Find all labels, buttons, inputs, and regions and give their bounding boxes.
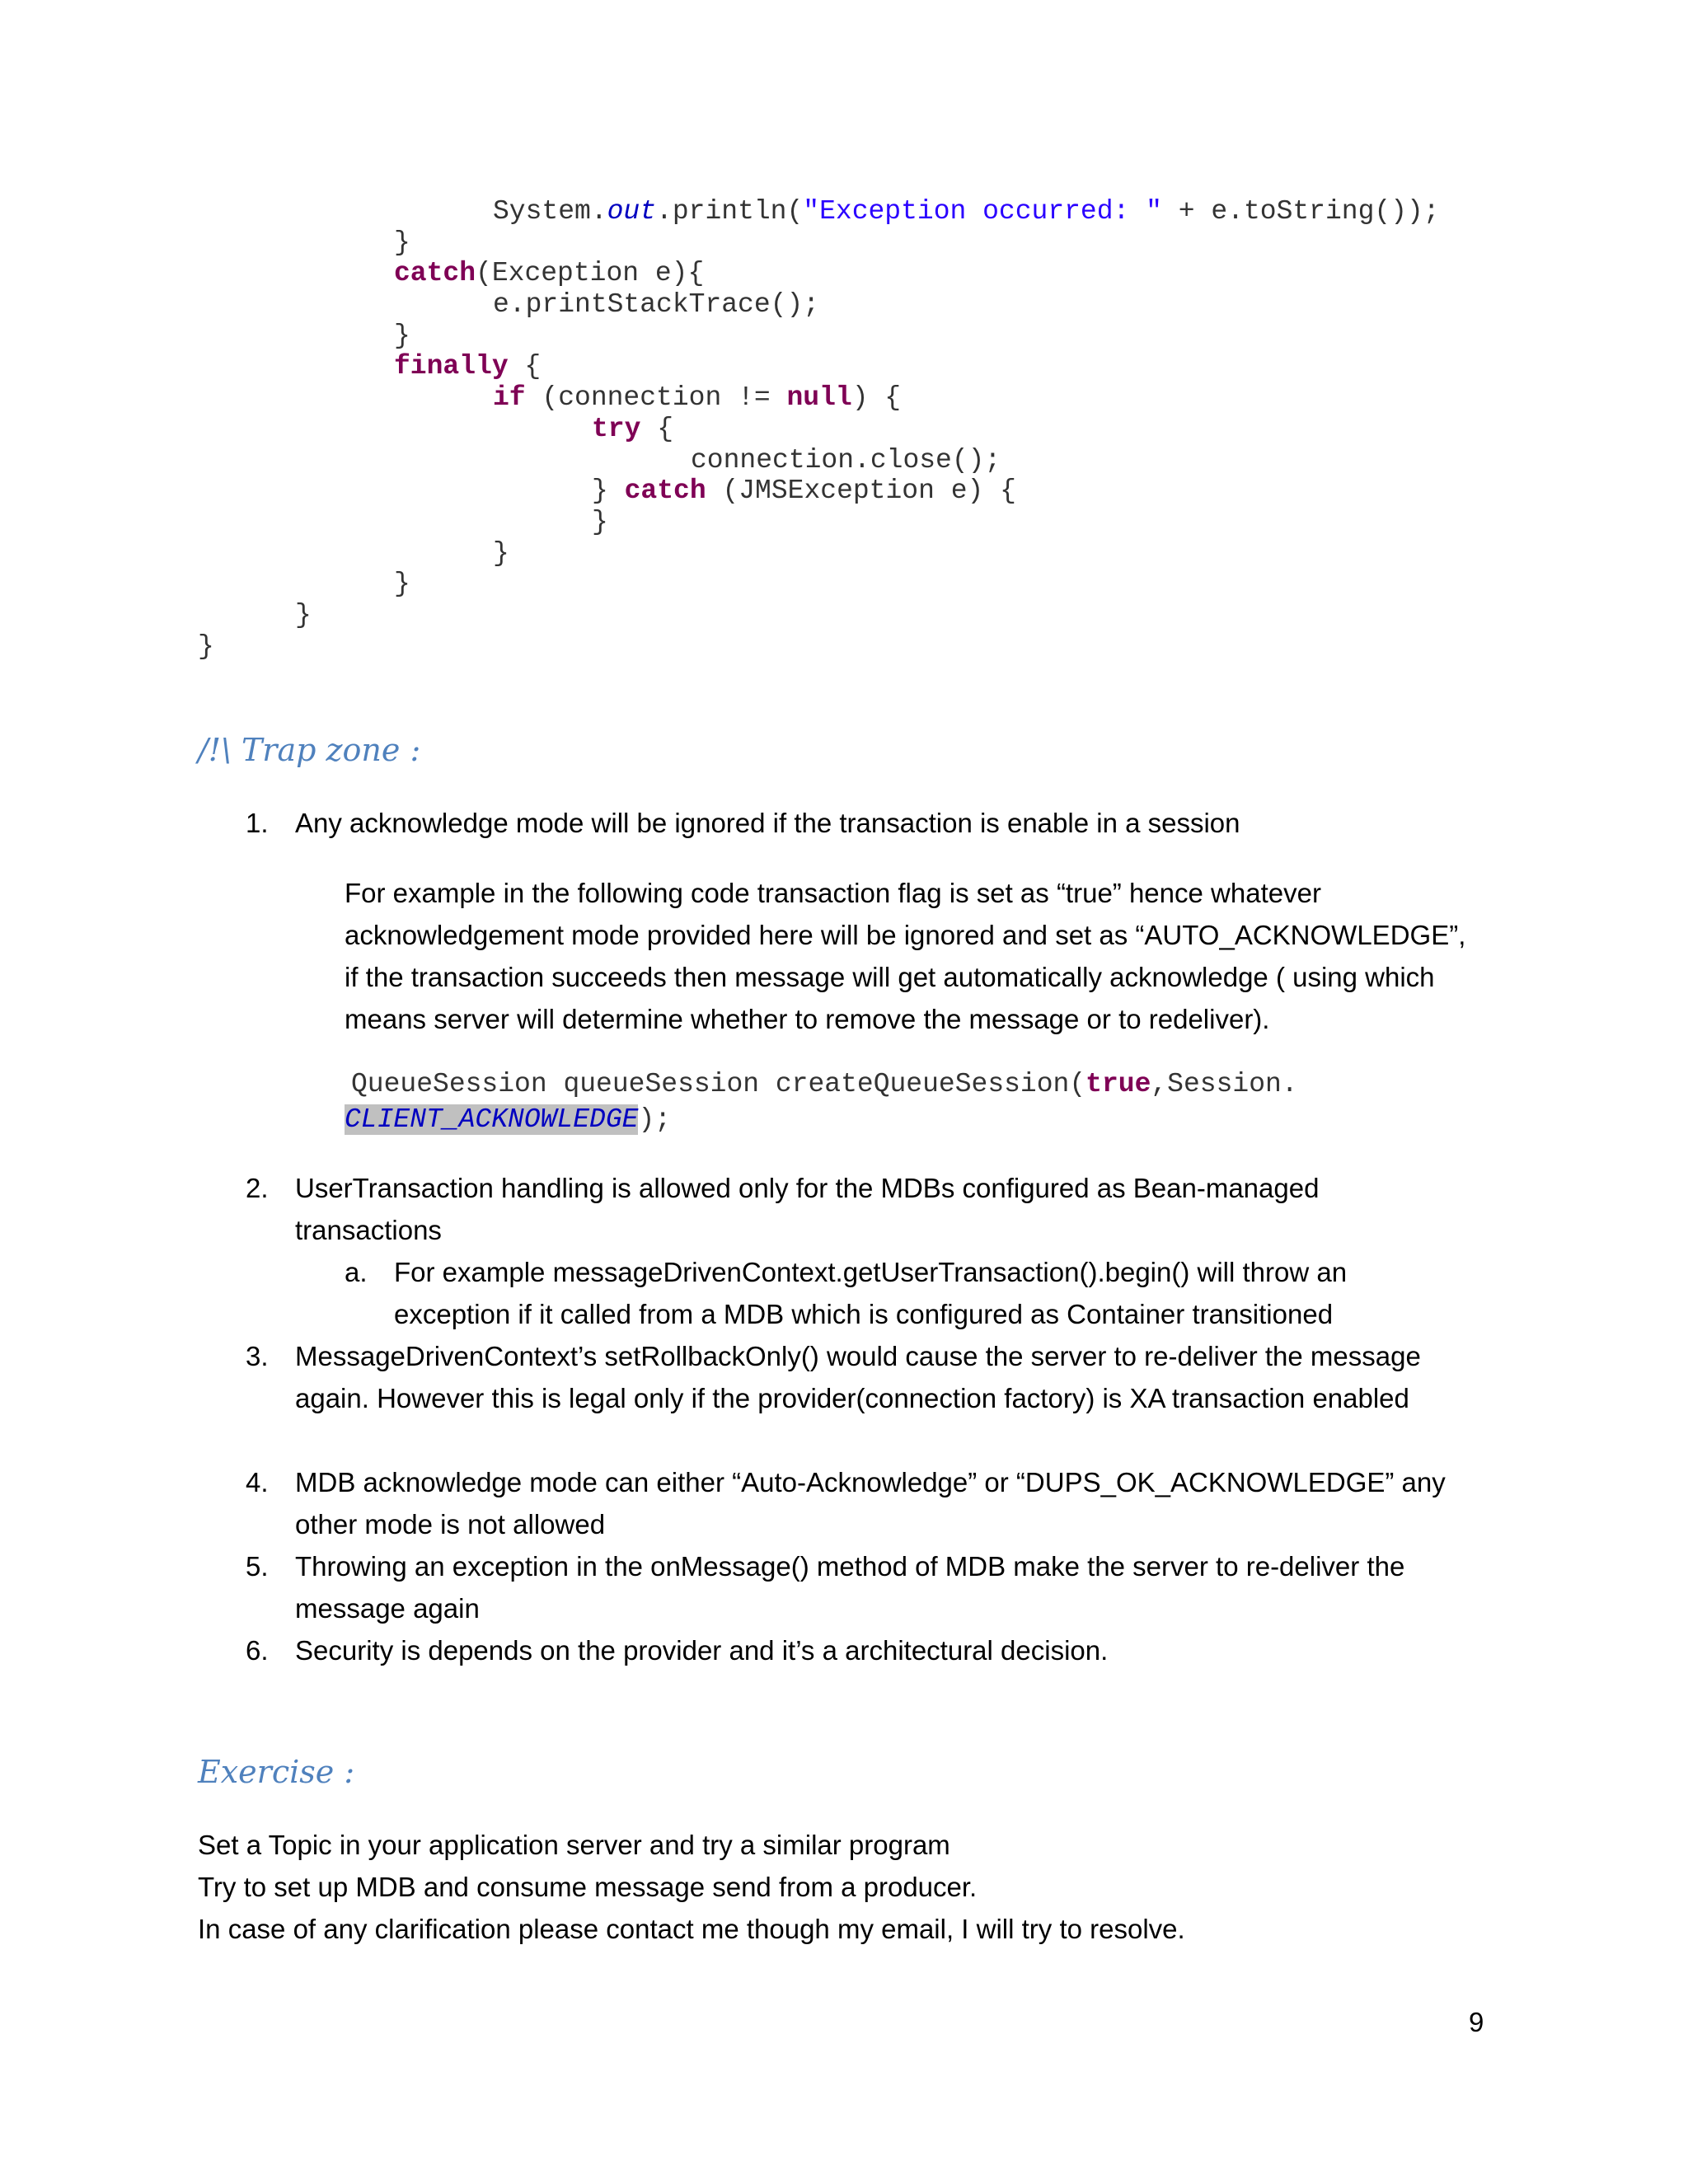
- paragraph-line: For example in the following code transaction flag is set as “true” hence whatever: [345, 878, 1321, 908]
- sub-list-text: For example messageDrivenContext.getUserTransaction().begin() will throw an: [394, 1257, 1348, 1287]
- code-line: [493, 538, 509, 569]
- code-keyword: if: [493, 382, 526, 413]
- code-string: "Exception occurred: ": [803, 196, 1162, 227]
- code-keyword: catch: [394, 258, 476, 288]
- exercise-line: In case of any clarification please contact me though my email, I will try to resolve.: [198, 1914, 1185, 1944]
- code-keyword: catch: [624, 476, 706, 506]
- inline-code-line: [345, 1104, 671, 1136]
- list-item-text: transactions: [295, 1215, 442, 1245]
- list-number: 5.: [246, 1551, 269, 1582]
- sub-list-letter: a.: [345, 1257, 368, 1287]
- list-number: 1.: [246, 808, 269, 838]
- code-text: }: [394, 321, 410, 351]
- exercise-line: Set a Topic in your application server and try a similar program: [198, 1830, 950, 1860]
- code-text: System.: [493, 196, 607, 227]
- list-item-text: again. However this is legal only if the provider(connection factory) is XA transaction enabled: [295, 1383, 1409, 1413]
- code-line: [394, 351, 541, 382]
- code-line: [394, 569, 410, 600]
- code-line: [493, 382, 901, 414]
- code-line: [198, 631, 214, 663]
- code-text: e.printStackTrace();: [493, 289, 820, 320]
- code-text: connection.close();: [691, 445, 1001, 476]
- list-item-text: Security is depends on the provider and it’s a architectural decision.: [295, 1635, 1109, 1666]
- code-text: + e.toString());: [1161, 196, 1440, 227]
- paragraph-line: means server will determine whether to remove the message or to redeliver).: [345, 1004, 1270, 1034]
- code-text: {: [508, 351, 542, 382]
- code-line: [592, 414, 673, 445]
- list-number: 2.: [246, 1173, 269, 1203]
- code-text: (JMSException e) {: [706, 476, 1016, 506]
- list-item-text: message again: [295, 1593, 480, 1624]
- code-text: (connection !=: [525, 382, 787, 413]
- list-number: 6.: [246, 1635, 269, 1666]
- code-text: .println(: [656, 196, 804, 227]
- code-line: [295, 600, 312, 631]
- code-text: }: [295, 600, 312, 630]
- page-number: 9: [1469, 2007, 1484, 2037]
- code-keyword: finally: [394, 351, 509, 382]
- list-item-text: Throwing an exception in the onMessage() method of MDB make the server to re-deliver the: [295, 1551, 1405, 1582]
- code-text: (Exception e){: [476, 258, 705, 288]
- code-text: }: [198, 631, 214, 662]
- code-keyword: true: [1085, 1069, 1151, 1099]
- code-line: [592, 507, 608, 538]
- code-field: out: [607, 196, 657, 227]
- list-item-text: other mode is not allowed: [295, 1509, 606, 1540]
- code-line: [394, 258, 704, 289]
- list-item-text: MDB acknowledge mode can either “Auto-Acknowledge” or “DUPS_OK_ACKNOWLEDGE” any: [295, 1467, 1446, 1497]
- sub-list-text: exception if it called from a MDB which is configured as Container transitioned: [394, 1299, 1334, 1329]
- paragraph-line: if the transaction succeeds then message will get automatically acknowledge ( using which: [345, 962, 1435, 992]
- code-text: }: [592, 507, 608, 537]
- list-number: 3.: [246, 1341, 269, 1371]
- code-keyword: try: [592, 414, 641, 444]
- inline-code-line: [351, 1069, 1298, 1100]
- code-text: ) {: [851, 382, 902, 413]
- paragraph-line: acknowledgement mode provided here will be ignored and set as “AUTO_ACKNOWLEDGE”,: [345, 920, 1466, 950]
- list-item-text: UserTransaction handling is allowed only for the MDBs configured as Bean-managed: [295, 1173, 1320, 1203]
- code-text: QueueSession queueSession createQueueSession(: [351, 1069, 1086, 1099]
- list-item-text: MessageDrivenContext’s setRollbackOnly() would cause the server to re-deliver the message: [295, 1341, 1421, 1371]
- code-keyword: null: [786, 382, 852, 413]
- code-line: [394, 227, 410, 259]
- code-text: }: [592, 476, 625, 506]
- code-text: );: [638, 1104, 672, 1135]
- code-line: [394, 321, 410, 352]
- code-line: [592, 476, 1016, 507]
- code-line: [493, 289, 819, 321]
- code-text: }: [394, 569, 410, 599]
- code-text: {: [640, 414, 674, 444]
- code-text: }: [394, 227, 410, 258]
- list-item-text: Any acknowledge mode will be ignored if the transaction is enable in a session: [295, 808, 1240, 838]
- list-number: 4.: [246, 1467, 269, 1497]
- exercise-heading: Exercise :: [198, 1754, 355, 1790]
- exercise-line: Try to set up MDB and consume message send from a producer.: [198, 1872, 978, 1902]
- code-text: ,Session.: [1151, 1069, 1298, 1099]
- code-line: [493, 196, 1440, 227]
- trap-zone-heading: /!\ Trap zone :: [198, 732, 421, 768]
- code-text: }: [493, 538, 509, 569]
- code-constant: CLIENT_ACKNOWLEDGE: [345, 1104, 639, 1135]
- code-line: [691, 445, 1001, 476]
